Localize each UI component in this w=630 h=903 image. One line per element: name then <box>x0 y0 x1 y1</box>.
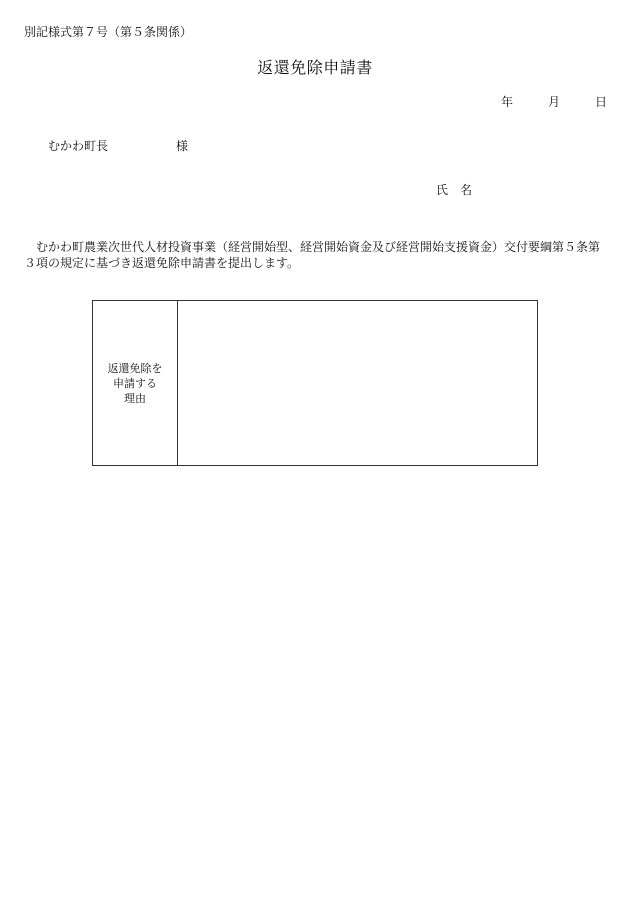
date-month-label: 月 <box>548 95 561 109</box>
reason-input-area[interactable] <box>178 301 537 465</box>
form-number: 別記様式第７号（第５条関係） <box>24 25 193 39</box>
applicant-name-label: 氏 名 <box>436 183 473 197</box>
reason-label-line: 理由 <box>124 391 146 405</box>
reason-label <box>108 361 163 406</box>
reason-label-line: 返還免除を <box>107 361 163 375</box>
reason-label-line: 申請する <box>113 376 157 390</box>
date-year-label: 年 <box>501 95 514 109</box>
document-title: 返還免除申請書 <box>257 58 373 77</box>
addressee: むかわ町長 <box>48 139 109 153</box>
reason-table <box>92 300 538 466</box>
date-day-label: 日 <box>595 95 608 109</box>
reason-label-cell <box>93 301 178 465</box>
body-text: むかわ町農業次世代人材投資事業（経営開始型、経営開始資金及び経営開始支援資金）交付要綱第５条第３項の規定に基づき返還免除申請書を提出します。 <box>24 240 601 270</box>
honorific: 様 <box>176 139 189 153</box>
